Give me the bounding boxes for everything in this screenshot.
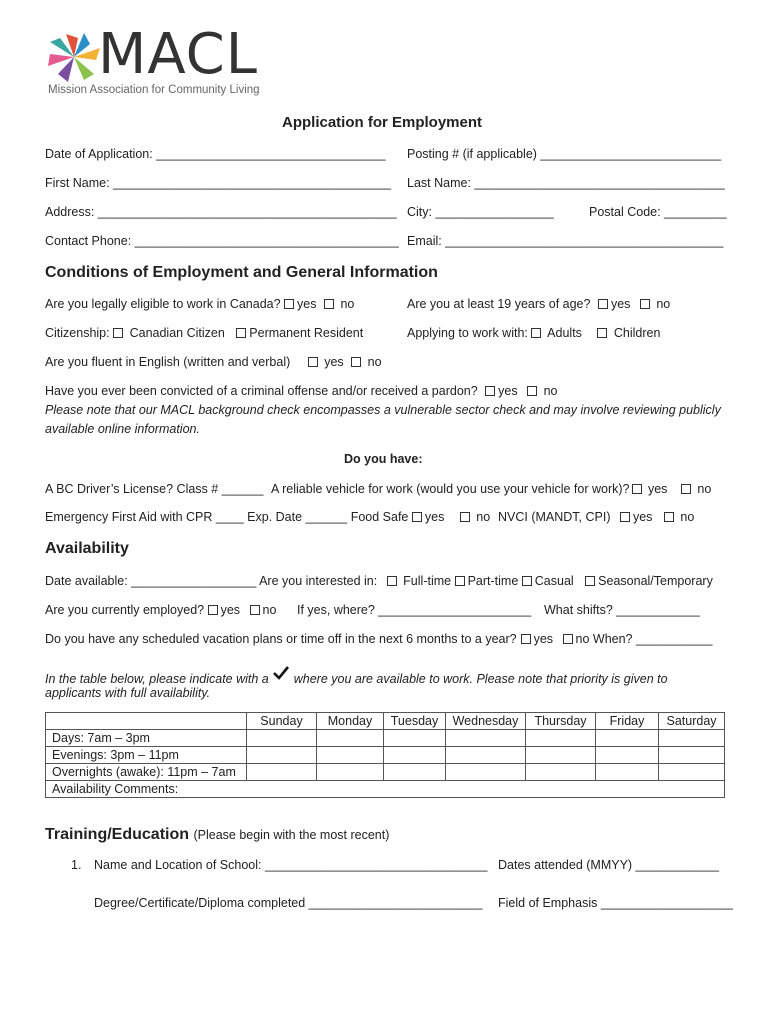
part-time-label: Part-time <box>467 574 519 588</box>
vehicle-question <box>271 482 711 496</box>
email-field[interactable]: Email: ________________________________________ <box>407 234 724 248</box>
seasonal-label: Seasonal/Temporary <box>598 574 713 588</box>
no-label: no <box>680 510 695 524</box>
shift-label-overnights: Overnights (awake): 11pm – 7am <box>46 764 247 781</box>
day-header-sunday: Sunday <box>247 713 317 730</box>
nvci-no-checkbox[interactable] <box>664 512 674 522</box>
age-question <box>407 297 670 311</box>
page-title: Application for Employment <box>282 114 483 131</box>
fluent-english-label: Are you fluent in English (written and verbal) <box>45 355 291 369</box>
vehicle-no-checkbox[interactable] <box>681 484 691 494</box>
applying-with-question <box>407 326 660 340</box>
logo-subtitle: Mission Association for Community Living <box>48 84 260 96</box>
legally-eligible-question <box>45 297 354 311</box>
casual-label: Casual <box>534 574 574 588</box>
last-name-field[interactable]: Last Name: ____________________________________ <box>407 176 725 190</box>
no-label: no <box>340 297 355 311</box>
table-row <box>46 730 725 747</box>
background-check-note: Please note that our MACL background check encompasses a vulnerable sector check and may involve reviewing publicly available online information. <box>45 403 721 436</box>
availability-table <box>45 712 725 798</box>
table-corner-cell <box>46 713 247 730</box>
no-label: no <box>543 384 558 398</box>
availability-cell[interactable] <box>317 747 384 764</box>
legally-eligible-label: Are you legally eligible to work in Canada? <box>45 297 281 311</box>
vehicle-yes-checkbox[interactable] <box>632 484 642 494</box>
instruction-text-a: In the table below, please indicate with a <box>45 672 269 686</box>
day-header-monday: Monday <box>317 713 384 730</box>
availability-cell[interactable] <box>317 764 384 781</box>
availability-cell[interactable] <box>384 747 446 764</box>
availability-cell[interactable] <box>596 764 659 781</box>
degree-field[interactable]: Degree/Certificate/Diploma completed _________________________ <box>94 896 483 910</box>
availability-cell[interactable] <box>317 730 384 747</box>
availability-cell[interactable] <box>526 730 596 747</box>
date-available-label: Date available: __________________ Are you interested in: <box>45 574 378 588</box>
nvci-question <box>498 510 694 524</box>
availability-cell[interactable] <box>247 730 317 747</box>
instruction-text-b: where you are available to work. Please note that priority is given to <box>293 672 668 686</box>
if-yes-where-field[interactable]: If yes, where? ______________________ <box>297 603 532 617</box>
availability-cell[interactable] <box>247 764 317 781</box>
part-time-checkbox[interactable] <box>455 576 465 586</box>
yes-label: yes <box>533 632 554 646</box>
yes-label: yes <box>424 510 445 524</box>
table-row <box>46 764 725 781</box>
casual-checkbox[interactable] <box>522 576 532 586</box>
availability-cell[interactable] <box>596 747 659 764</box>
permanent-resident-checkbox[interactable] <box>236 328 246 338</box>
age-yes-checkbox[interactable] <box>598 299 608 309</box>
first-name-field[interactable]: First Name: ________________________________________ <box>45 176 392 190</box>
date-of-application-field[interactable]: Date of Application: _________________________________ <box>45 147 386 161</box>
availability-cell[interactable] <box>446 730 526 747</box>
vacation-label: Do you have any scheduled vacation plans or time off in the next 6 months to a year? <box>45 632 517 646</box>
day-header-friday: Friday <box>596 713 659 730</box>
vacation-question <box>45 632 712 646</box>
currently-employed-label: Are you currently employed? <box>45 603 205 617</box>
availability-instructions-line2: applicants with full availability. <box>45 686 211 700</box>
vacation-no-checkbox[interactable] <box>563 634 573 644</box>
availability-heading: Availability <box>45 540 129 557</box>
availability-cell[interactable] <box>659 764 725 781</box>
training-heading-line <box>45 826 389 844</box>
first-aid-label: Emergency First Aid with CPR ____ Exp. Date ______ Food Safe <box>45 510 409 524</box>
availability-cell[interactable] <box>526 747 596 764</box>
postal-code-field[interactable]: Postal Code: _________ <box>589 205 727 219</box>
first-aid-question <box>45 510 490 524</box>
yes-label: yes <box>647 482 668 496</box>
canadian-citizen-checkbox[interactable] <box>113 328 123 338</box>
day-header-saturday: Saturday <box>659 713 725 730</box>
age-label: Are you at least 19 years of age? <box>407 297 591 311</box>
legally-eligible-yes-checkbox[interactable] <box>284 299 294 309</box>
yes-label: yes <box>297 297 317 311</box>
availability-cell[interactable] <box>596 730 659 747</box>
city-field[interactable]: City: _________________ <box>407 205 554 219</box>
citizenship-label: Citizenship: <box>45 326 110 340</box>
nvci-yes-checkbox[interactable] <box>620 512 630 522</box>
do-you-have-heading: Do you have: <box>344 452 423 466</box>
yes-label: yes <box>632 510 653 524</box>
fluent-english-question <box>45 355 382 369</box>
availability-comments-cell[interactable]: Availability Comments: <box>46 781 725 798</box>
drivers-license-field[interactable]: A BC Driver’s License? Class # ______ <box>45 482 264 496</box>
children-label: Children <box>613 326 661 340</box>
no-label: no <box>697 482 712 496</box>
no-label: no <box>262 603 277 617</box>
shift-label-days: Days: 7am – 3pm <box>46 730 247 747</box>
age-no-checkbox[interactable] <box>640 299 650 309</box>
full-time-checkbox[interactable] <box>387 576 397 586</box>
checkmark-icon <box>272 665 290 681</box>
shift-label-evenings: Evenings: 3pm – 11pm <box>46 747 247 764</box>
no-when-label: no When? ___________ <box>575 632 713 646</box>
yes-label: yes <box>324 355 344 369</box>
contact-phone-field[interactable]: Contact Phone: ______________________________________ <box>45 234 399 248</box>
fluent-no-checkbox[interactable] <box>351 357 361 367</box>
food-safe-no-checkbox[interactable] <box>460 512 470 522</box>
day-header-tuesday: Tuesday <box>384 713 446 730</box>
training-heading: Training/Education <box>45 826 190 843</box>
employed-yes-checkbox[interactable] <box>208 605 218 615</box>
adults-checkbox[interactable] <box>531 328 541 338</box>
posting-field[interactable]: Posting # (if applicable) __________________________ <box>407 147 722 161</box>
vacation-yes-checkbox[interactable] <box>521 634 531 644</box>
canadian-citizen-label: Canadian Citizen <box>129 326 225 340</box>
permanent-resident-label: Permanent Resident <box>249 326 364 340</box>
availability-cell[interactable] <box>247 747 317 764</box>
citizenship-question <box>45 326 363 340</box>
food-safe-yes-checkbox[interactable] <box>412 512 422 522</box>
yes-label: yes <box>610 297 631 311</box>
table-header-row <box>46 713 725 730</box>
logo-wordmark: MACL <box>98 22 258 87</box>
availability-cell[interactable] <box>384 730 446 747</box>
dates-attended-field[interactable]: Dates attended (MMYY) ____________ <box>498 858 719 872</box>
training-heading-note: (Please begin with the most recent) <box>193 828 390 842</box>
table-row <box>46 781 725 798</box>
field-of-emphasis-field[interactable]: Field of Emphasis ___________________ <box>498 896 733 910</box>
yes-label: yes <box>498 384 518 398</box>
availability-cell[interactable] <box>446 764 526 781</box>
convicted-yes-checkbox[interactable] <box>485 386 495 396</box>
seasonal-checkbox[interactable] <box>585 576 595 586</box>
what-shifts-field[interactable]: What shifts? ____________ <box>544 603 700 617</box>
full-time-label: Full-time <box>403 574 452 588</box>
convicted-question <box>45 384 558 398</box>
availability-cell[interactable] <box>446 747 526 764</box>
children-checkbox[interactable] <box>597 328 607 338</box>
school-item-number: 1. <box>71 858 82 872</box>
address-field[interactable]: Address: ___________________________________________ <box>45 205 397 219</box>
vehicle-label: A reliable vehicle for work (would you use your vehicle for work)? <box>271 482 630 496</box>
school-field[interactable]: Name and Location of School: ________________________________ <box>94 858 488 872</box>
availability-cell[interactable] <box>526 764 596 781</box>
nvci-label: NVCI (MANDT, CPI) <box>498 510 611 524</box>
table-row <box>46 747 725 764</box>
availability-cell[interactable] <box>384 764 446 781</box>
applying-with-label: Applying to work with: <box>407 326 528 340</box>
convicted-label: Have you ever been convicted of a criminal offense and/or received a pardon? <box>45 384 478 398</box>
conditions-heading: Conditions of Employment and General Information <box>45 264 438 281</box>
date-available-question <box>45 574 713 588</box>
employed-no-checkbox[interactable] <box>250 605 260 615</box>
currently-employed-question <box>45 603 276 617</box>
fluent-yes-checkbox[interactable] <box>308 357 318 367</box>
no-label: no <box>656 297 671 311</box>
no-label: no <box>367 355 382 369</box>
adults-label: Adults <box>547 326 582 340</box>
availability-cell[interactable] <box>659 730 725 747</box>
no-label: no <box>476 510 491 524</box>
availability-cell[interactable] <box>659 747 725 764</box>
logo-mark-icon <box>46 30 102 84</box>
convicted-no-checkbox[interactable] <box>527 386 537 396</box>
day-header-thursday: Thursday <box>526 713 596 730</box>
legally-eligible-no-checkbox[interactable] <box>324 299 334 309</box>
yes-label: yes <box>220 603 241 617</box>
day-header-wednesday: Wednesday <box>446 713 526 730</box>
